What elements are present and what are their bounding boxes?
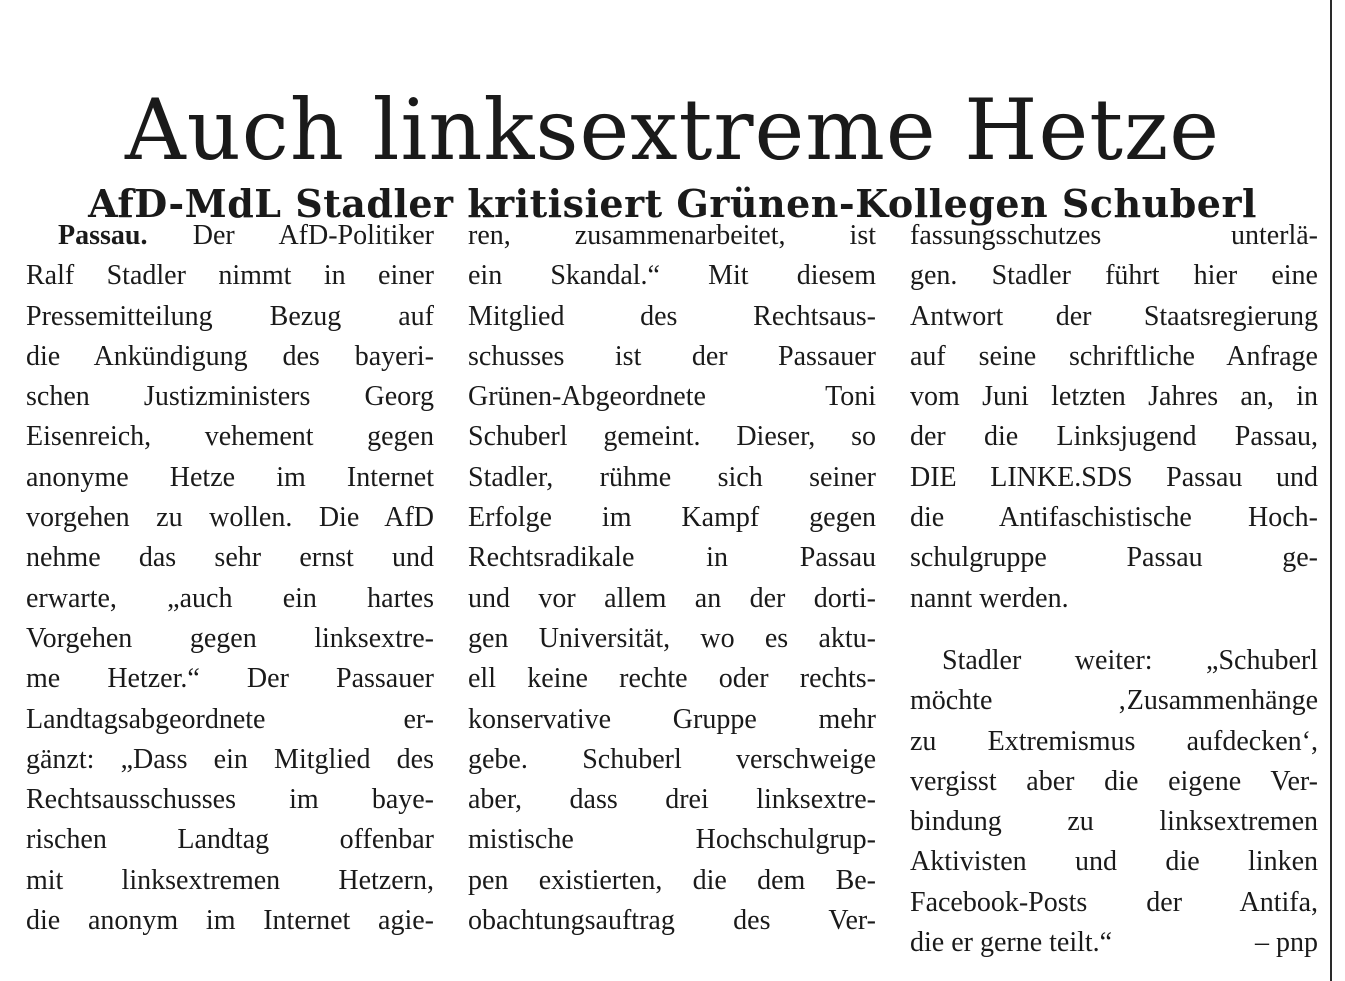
article-line: nehme das sehr ernst und	[26, 542, 434, 574]
article-line: Antwort der Staatsregierung	[910, 300, 1318, 332]
dateline: Passau.	[58, 220, 148, 251]
article-line: Facebook-Posts der Antifa,	[910, 886, 1318, 918]
article-line: obachtungsauftrag des Ver-	[468, 905, 876, 937]
article-line: Stadler weiter: „Schuberl	[942, 644, 1318, 676]
article-line: gänzt: „Dass ein Mitglied des	[26, 743, 434, 775]
article-line: vom Juni letzten Jahres an, in	[910, 381, 1318, 413]
article-line: Stadler, rühme sich seiner	[468, 461, 876, 493]
author-signature: – pnp	[1255, 927, 1318, 959]
article-line: me Hetzer.“ Der Passauer	[26, 663, 434, 695]
article-line: und vor allem an der dorti-	[468, 582, 876, 614]
article-line: pen existierten, die dem Be-	[468, 864, 876, 896]
article-line: Ralf Stadler nimmt in einer	[26, 260, 434, 292]
article-line: nannt werden.	[910, 582, 1069, 614]
article-line: Pressemitteilung Bezug auf	[26, 300, 434, 332]
article-line: fassungsschutzes unterlä-	[910, 220, 1318, 251]
article-line: aber, dass drei linksextre-	[468, 784, 876, 816]
article-line: die anonym im Internet agie-	[26, 905, 434, 937]
article-line: gen Universität, wo es aktu-	[468, 622, 876, 654]
article-line: Vorgehen gegen linksextre-	[26, 622, 434, 654]
closing-line	[910, 923, 1318, 963]
article-line: auf seine schriftliche Anfrage	[910, 340, 1318, 372]
article-line: erwarte, „auch ein hartes	[26, 582, 434, 614]
article-line: der die Linksjugend Passau,	[910, 421, 1318, 453]
article-column-3	[910, 216, 1318, 963]
article-line: zu Extremismus aufdecken‘,	[910, 725, 1318, 757]
article-line: rischen Landtag offenbar	[26, 824, 434, 856]
article-line: ein Skandal.“ Mit diesem	[468, 260, 876, 292]
article-line: Mitglied des Rechtsaus-	[468, 300, 876, 332]
headline: Auch linksextreme Hetze	[125, 81, 1220, 180]
article-line: Schuberl gemeint. Dieser, so	[468, 421, 876, 453]
article-line: die Ankündigung des bayeri-	[26, 340, 434, 372]
article-line: ren, zusammenarbeitet, ist	[468, 220, 876, 251]
article-line: mit linksextremen Hetzern,	[26, 864, 434, 896]
article-line: Eisenreich, vehement gegen	[26, 421, 434, 453]
article-line: schusses ist der Passauer	[468, 340, 876, 372]
article-line: vorgehen zu wollen. Die AfD	[26, 502, 434, 534]
article-line: schulgruppe Passau ge-	[910, 542, 1318, 574]
article-line: vergisst aber die eigene Ver-	[910, 765, 1318, 797]
article-line: Passau. Der AfD-Politiker	[58, 220, 434, 251]
article-line: gebe. Schuberl verschweige	[468, 743, 876, 775]
paragraph-gap	[910, 619, 1318, 641]
closing-text: die er gerne teilt.“	[910, 927, 1113, 959]
article-line: Aktivisten und die linken	[910, 846, 1318, 878]
article-line: Erfolge im Kampf gegen	[468, 502, 876, 534]
article-line: möchte ‚Zusammenhänge	[910, 685, 1318, 717]
article-line: die Antifaschistische Hoch-	[910, 502, 1318, 534]
article-line: anonyme Hetze im Internet	[26, 461, 434, 493]
article-line: gen. Stadler führt hier eine	[910, 260, 1318, 292]
article-line: Landtagsabgeordnete er-	[26, 703, 434, 735]
subheadline: AfD-MdL Stadler kritisiert Grünen-Kollegen Schuberl	[88, 180, 1257, 226]
article-line: bindung zu linksextremen	[910, 806, 1318, 838]
article-line: schen Justizministers Georg	[26, 381, 434, 413]
article-column-1	[26, 216, 434, 941]
article-line: Grünen-Abgeordnete Toni	[468, 381, 876, 413]
article-line: DIE LINKE.SDS Passau und	[910, 461, 1318, 493]
article-line: konservative Gruppe mehr	[468, 703, 876, 735]
article-column-2	[468, 216, 876, 941]
article-line: Rechtsradikale in Passau	[468, 542, 876, 574]
article-line: mistische Hochschulgrup-	[468, 824, 876, 856]
article-line: ell keine rechte oder rechts-	[468, 663, 876, 695]
article-line: Rechtsausschusses im baye-	[26, 784, 434, 816]
